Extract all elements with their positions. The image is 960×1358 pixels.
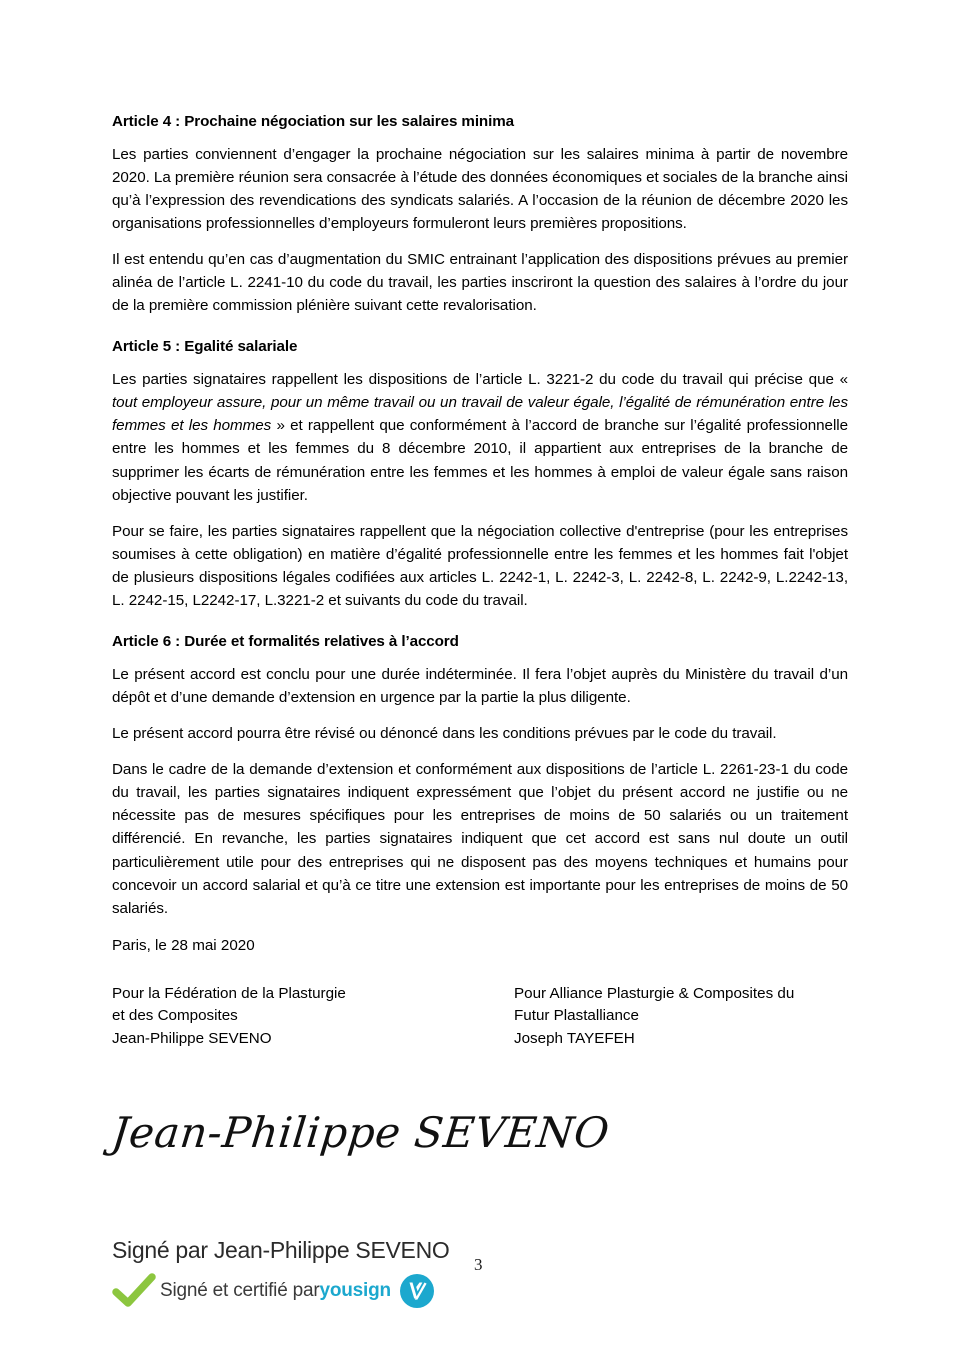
page-number: 3 — [474, 1255, 483, 1274]
signatory-right-line-2: Futur Plastalliance — [514, 1007, 639, 1025]
signatory-left-line-1: Pour la Fédération de la Plasturgie — [112, 984, 346, 1002]
article-4-paragraph-2: Il est entendu qu’en cas d’augmentation du SMIC entrainant l’application des dispositions prévues au premier alinéa de l’article L. 2241-10 du code du travail, les parties inscriront la question des salaires à l’ordre du jour de la première commission plénière suivant cette revalorisation. — [112, 251, 848, 315]
green-check-icon — [112, 1273, 156, 1309]
article-5-quote-follow-on: » et rappellent que conformément à l’accord de branche sur l’égalité professionnelle entre les hommes et les femmes du 8 décembre 2010, il appartient aux entreprises de la branche de supprimer les écarts de rémunération entre les femmes et les hommes à emploi de valeur égale sans raison objective pouvant les justifier. — [112, 417, 848, 504]
signatory-left-party — [112, 983, 514, 1051]
yousign-brand-label: yousign — [319, 1280, 391, 1302]
document-body — [112, 112, 848, 1050]
article-5-legal-quote: tout employeur assure, pour un même travail ou un travail de valeur égale, l’égalité de rémunération entre les femmes et les hommes — [112, 394, 848, 435]
yousign-certification-block — [112, 1238, 472, 1309]
article-5-paragraph-2: Pour se faire, les parties signataires rappellent que la négociation collective d'entreprise (pour les entreprises soumises à cette obligation) en matière d’égalité professionnelle entre les femmes et les hommes fait l'objet de plusieurs dispositions légales codifiées aux articles L. 2242-1, L. 2242-3, L. 2242-8, L. 2242-9, L.2242-13, L. 2242-15, L2242-17, L.3221-2 et suivants du code du travail. — [112, 522, 848, 609]
article-5-paragraph-1 — [112, 368, 848, 507]
certified-by-label: Signé et certifié par — [160, 1280, 320, 1302]
yousign-logo-icon — [400, 1274, 434, 1308]
handwritten-signature: Jean-Philippe SEVENO — [109, 1108, 612, 1157]
article-4-paragraph-1: Les parties conviennent d’engager la prochaine négociation sur les salaires minima à partir de novembre 2020. La première réunion sera consacrée à l’étude des données économiques et sociales de la branche ainsi qu’à l’expression des revendications des syndicats salariés. A l’occasion de la réunion de décembre 2020 les organisations professionnelles d’employeurs formuleront leurs premières propositions. — [112, 145, 848, 233]
signature-block — [112, 983, 848, 1051]
article-6-heading: Article 6 : Durée et formalités relatives à l’accord — [112, 633, 459, 651]
place-and-date: Paris, le 28 mai 2020 — [112, 936, 255, 954]
article-5-heading: Article 5 : Egalité salariale — [112, 338, 298, 356]
signatory-left-name: Jean-Philippe SEVENO — [112, 1029, 272, 1047]
certification-badge — [112, 1273, 472, 1309]
signatory-left-line-2: et des Composites — [112, 1007, 238, 1025]
article-5-quote-lead-in: Les parties signataires rappellent les dispositions de l’article L. 3221-2 du code du travail qui précise que « — [112, 371, 848, 389]
article-4-heading: Article 4 : Prochaine négociation sur les salaires minima — [112, 113, 514, 130]
signatory-right-line-1: Pour Alliance Plasturgie & Composites du — [514, 984, 795, 1002]
article-6-paragraph-3: Dans le cadre de la demande d’extension et conformément aux dispositions de l’article L. 2261-23-1 du code du travail, les parties signataires indiquent expressément que l’objet du présent accord ne justifie ou ne nécessite pas de mesures spécifiques pour les entreprises de moins de 50 salariés ou un traitement différencié. En revanche, les parties signataires indiquent que cet accord est sans nul doute un outil particulièrement utile pour des entreprises qui ne disposent pas des moyens techniques et humains pour concevoir un accord salarial et qu’à ce titre une extension est importante pour les entreprises de moins de 50 salariés. — [112, 761, 848, 917]
article-6-paragraph-2: Le présent accord pourra être révisé ou dénoncé dans les conditions prévues par le code du travail. — [112, 725, 777, 743]
signed-by-label: Signé par Jean-Philippe SEVENO — [112, 1237, 450, 1263]
signatory-right-party — [514, 983, 848, 1051]
article-6-paragraph-1: Le présent accord est conclu pour une durée indéterminée. Il fera l’objet auprès du Ministère du travail d’un dépôt et d’une demande d’extension en urgence par la partie la plus diligente. — [112, 665, 848, 706]
signatory-right-name: Joseph TAYEFEH — [514, 1029, 635, 1047]
